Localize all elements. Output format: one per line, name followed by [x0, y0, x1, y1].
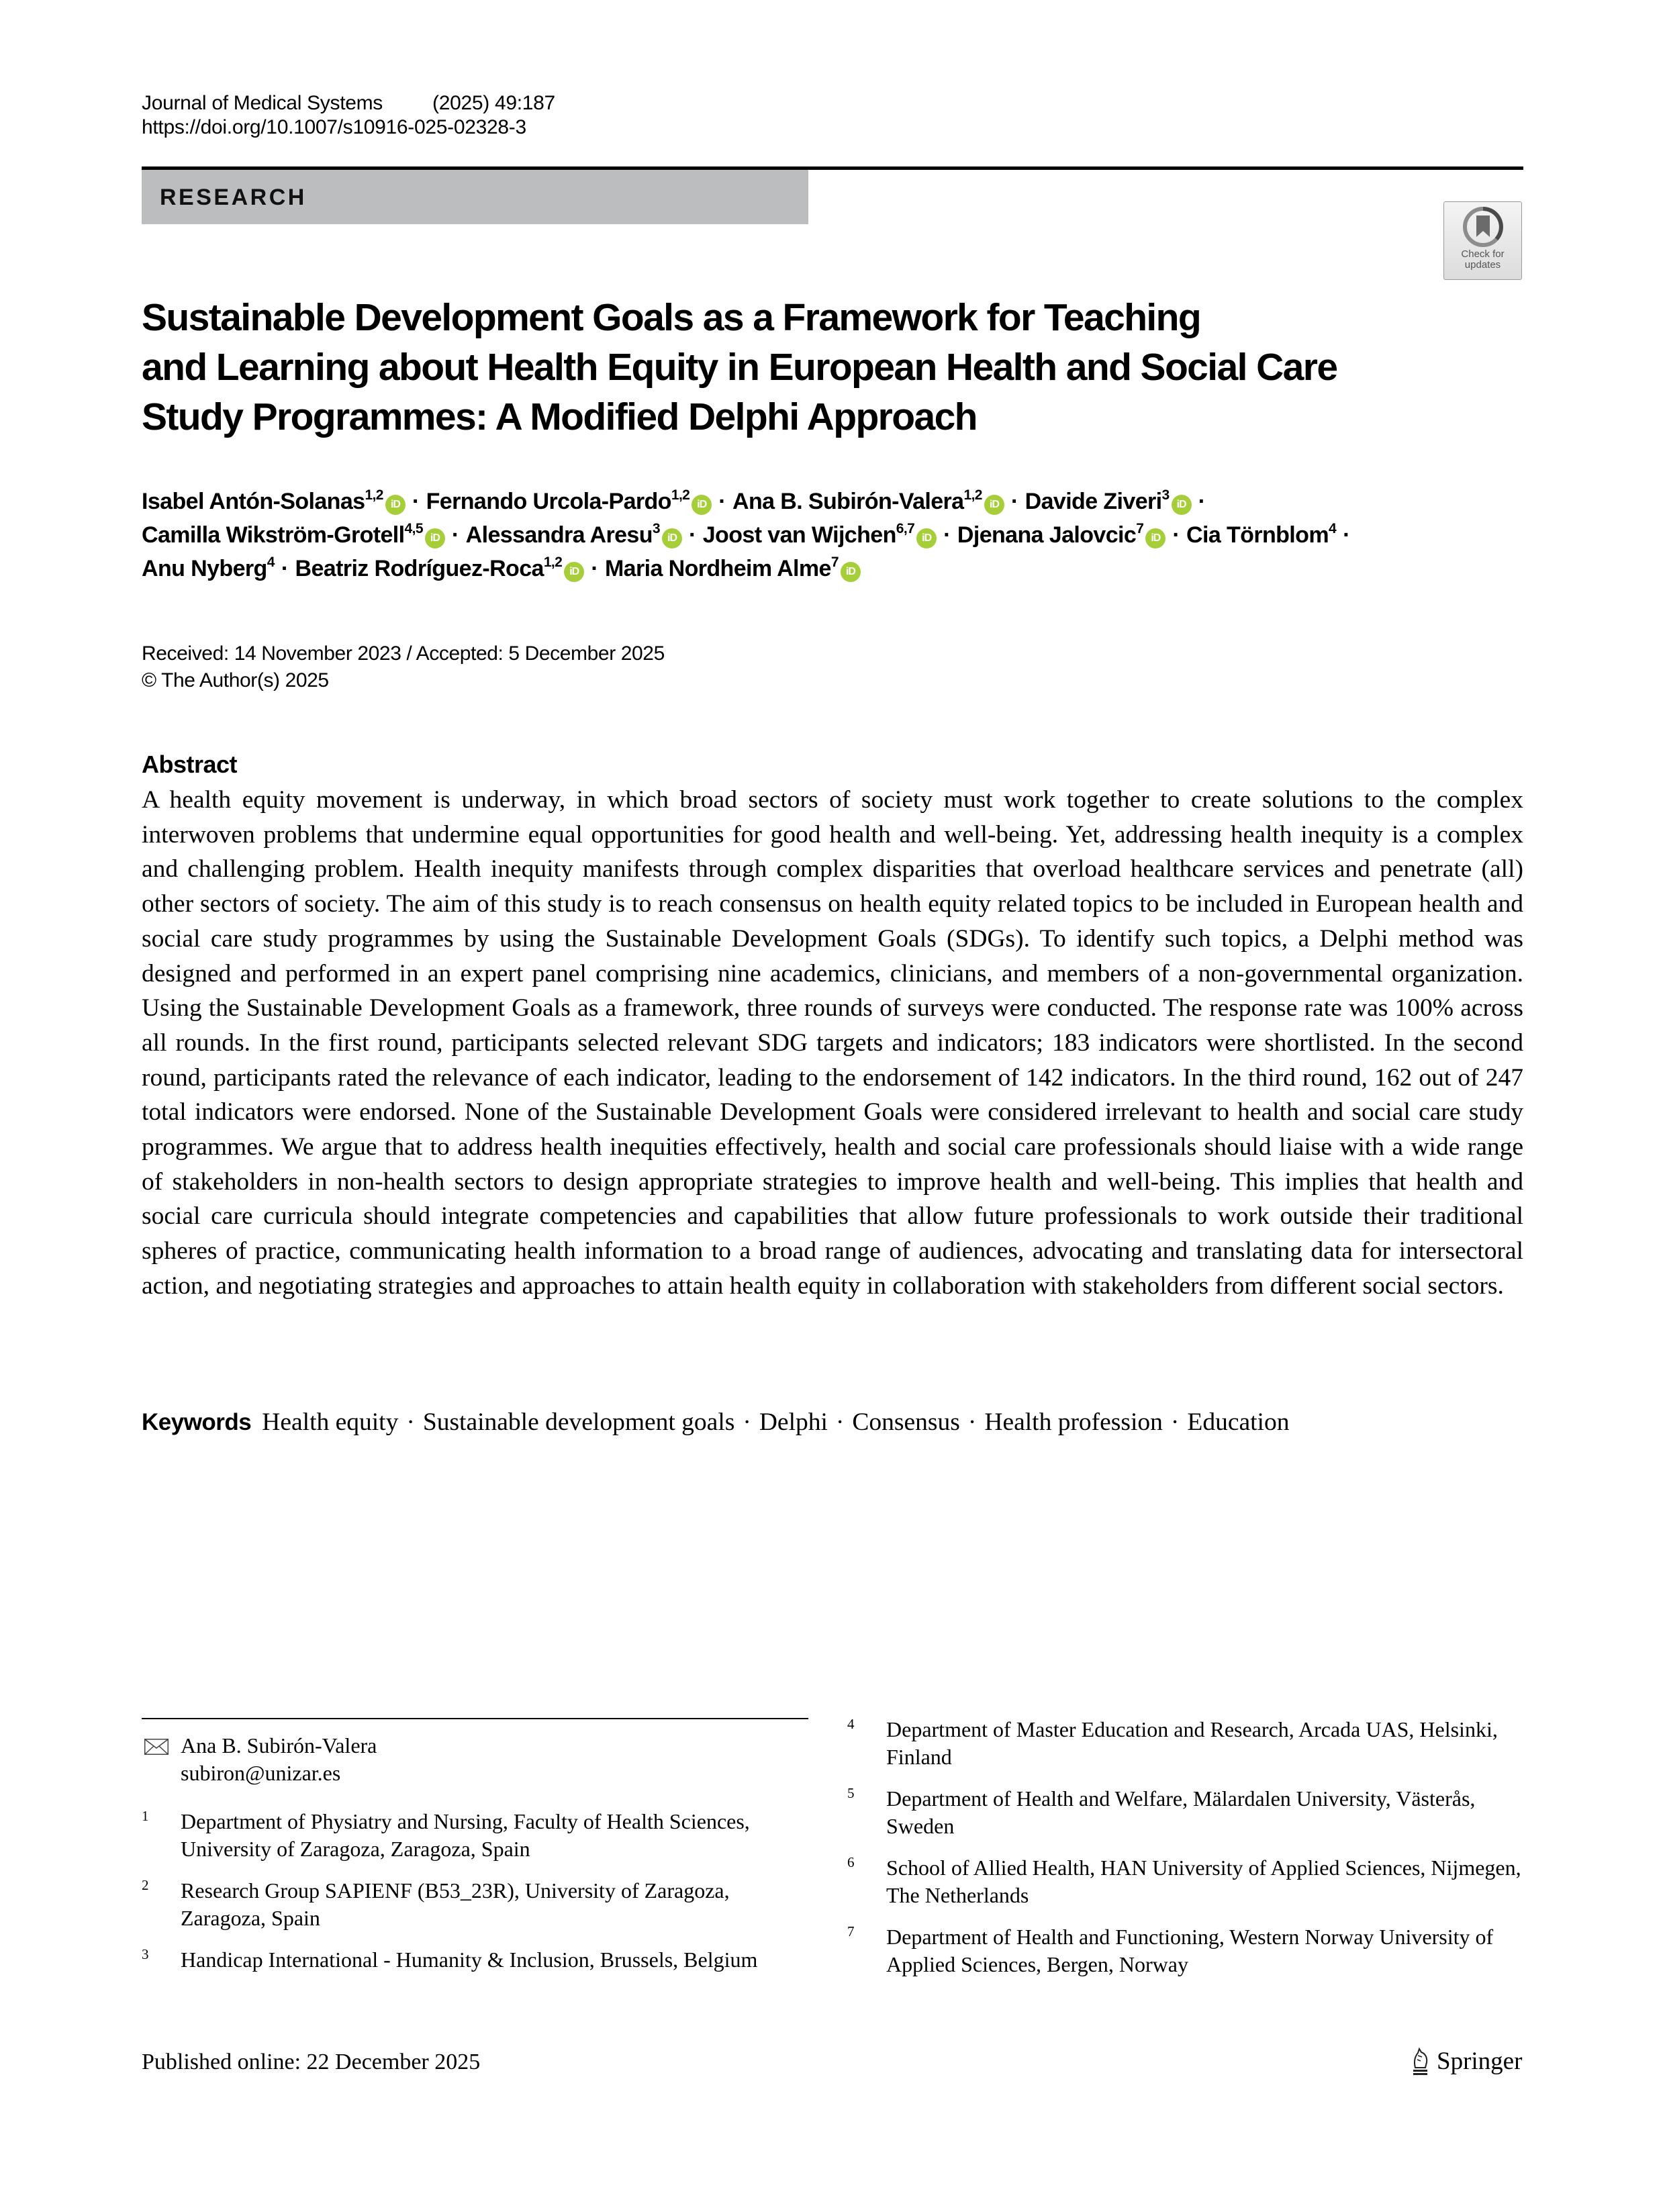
footnotes-right-column [847, 1716, 1525, 1992]
affiliation: 5 Department of Health and Welfare, Mälardalen University, Västerås, Sweden [847, 1785, 1476, 1838]
springer-horse-logo-icon [1410, 2046, 1430, 2076]
orcid-icon[interactable]: iD [1172, 495, 1192, 515]
affiliation: 7 Department of Health and Functioning, Western Norway University of Applied Sciences, Bergen, Norway [847, 1923, 1494, 1976]
orcid-icon[interactable]: iD [692, 495, 712, 515]
keyword: Sustainable development goals [422, 1408, 735, 1436]
article-type-label: RESEARCH [160, 185, 307, 210]
orcid-icon[interactable]: iD [1145, 528, 1166, 548]
author[interactable]: Camilla Wikström-Grotell$^{4,5}$ [142, 521, 423, 548]
doi-link[interactable]: https://doi.org/10.1007/s10916-025-02328-3 [142, 116, 526, 138]
affiliation: 1 Department of Physiatry and Nursing, Faculty of Health Sciences, University of Zaragoza, Zaragoza, Spain [142, 1808, 750, 1861]
keyword: Consensus [852, 1408, 960, 1436]
abstract-heading: Abstract [142, 751, 238, 778]
running-header [142, 91, 555, 140]
title-line: Study Programmes: A Modified Delphi Approach [142, 395, 977, 438]
check-for-updates-label: Check for updates [1461, 248, 1505, 271]
orcid-icon[interactable]: iD [841, 562, 861, 582]
orcid-icon[interactable]: iD [385, 495, 406, 515]
publisher-name: Springer [1437, 2047, 1523, 2075]
keywords: Keywords Health equity · Sustainable development goals · Delphi · Consensus · Health profession · Education [142, 1408, 1290, 1436]
footnotes-left-column [142, 1732, 813, 1988]
author[interactable]: Beatriz Rodríguez-Roca$^{1,2}$ [295, 555, 563, 581]
copyright-notice: © The Author(s) 2025 [142, 669, 329, 691]
received-accepted-dates: Received: 14 November 2023 / Accepted: 5 December 2025 [142, 642, 665, 665]
author[interactable]: Isabel Antón-Solanas$^{1,2}$ [142, 487, 383, 514]
article-type-bar [142, 170, 808, 224]
corresponding-author [142, 1732, 813, 1787]
author[interactable]: Davide Ziveri$^3$ [1025, 487, 1170, 514]
affiliation: 4 Department of Master Education and Research, Arcada UAS, Helsinki, Finland [847, 1716, 1498, 1769]
author[interactable]: Anu Nyberg$^4$ [142, 555, 275, 581]
author[interactable]: Djenana Jalovcic$^7$ [957, 521, 1144, 548]
footnote-rule [142, 1718, 808, 1719]
bookmark-ribbon-icon [1462, 206, 1504, 248]
affiliation: 3 Handicap International - Humanity & Inclusion, Brussels, Belgium [142, 1946, 758, 1972]
title-line: Sustainable Development Goals as a Framework for Teaching [142, 296, 1201, 339]
journal-name: Journal of Medical Systems [142, 92, 383, 114]
publisher-logo [1410, 2046, 1522, 2076]
keywords-label: Keywords [142, 1409, 252, 1435]
orcid-icon[interactable]: iD [662, 528, 682, 548]
orcid-icon[interactable]: iD [564, 562, 584, 582]
author[interactable]: Ana B. Subirón-Valera$^{1,2}$ [732, 487, 982, 514]
abstract-text: A health equity movement is underway, in which broad sectors of society must work together to create solutions to the complex interwoven problems that undermine equal opportunities for good health and well-being. Yet, addressing health inequity is a complex and challenging problem. Health inequity manifests through complex disparities that overload healthcare services and penetrate (all) other sectors of society. The aim of this study is to reach consensus on health equity related topics to be included in European health and social care study programmes by using the Sustainable Development Goals (SDGs). To identify such topics, a Delphi method was designed and performed in an expert panel comprising nine academics, clinicians, and members of a non-governmental organization. Using the Sustainable Development Goals as a framework, three rounds of surveys were conducted. The response rate was 100% across all rounds. In the first round, participants selected relevant SDG targets and indicators; 183 indicators were shortlisted. In the second round, participants rated the relevance of each indicator, leading to the endorsement of 142 indicators. In the third round, 162 out of 247 total indicators were endorsed. None of the Sustainable Development Goals were considered irrelevant to health and social care study programmes. We argue that to address health inequities effectively, health and social care professionals should liaise with a wide range of stakeholders in non-health sectors to design appropriate strategies to improve health and well-being. This implies that health and social care curricula should integrate competencies and capabilities that allow future professionals to work outside their traditional spheres of practice, communicating health information to a broad range of audiences, advocating and translating data for intersectoral action, and negotiating strategies and approaches to attain health equity in collaboration with stakeholders from different social sectors. [142, 786, 1523, 1300]
author[interactable]: Fernando Urcola-Pardo$^{1,2}$ [426, 487, 690, 514]
orcid-icon[interactable]: iD [916, 528, 937, 548]
journal-citation-row [142, 91, 555, 115]
author[interactable]: Joost van Wijchen$^{6,7}$ [702, 521, 915, 548]
title-line: and Learning about Health Equity in European Health and Social Care [142, 346, 1337, 389]
citation: (2025) 49:187 [432, 92, 555, 114]
author[interactable]: Alessandra Aresu$^3$ [465, 521, 661, 548]
published-online-date: Published online: 22 December 2025 [142, 2050, 481, 2074]
orcid-icon[interactable]: iD [984, 495, 1004, 515]
keyword: Health equity [262, 1408, 399, 1436]
article-dates [142, 640, 665, 694]
author-list: Isabel Antón-Solanas$^{1,2}$iD · Fernando Urcola-Pardo$^{1,2}$iD · Ana B. Subirón-Valera$^{1,2}$iD · Davide Ziveri$^3$iD · Camilla Wikström-Grotell$^{4,5}$iD · Alessandra Aresu$^3$iD · Joost van Wijchen$^{6,7}$iD · Djenana Jalovcic$^7$iD · Cia Törnblom$^4$ · Anu Nyberg$^4$ · Beatriz Rodríguez-Roca$^{1,2}$iD · Maria Nordheim Alme$^7$iD [142, 487, 1350, 581]
affiliation: 2 Research Group SAPIENF (B53_23R), University of Zaragoza, Zaragoza, Spain [142, 1877, 730, 1930]
corresponding-author-name: Ana B. Subirón-Valera [181, 1733, 377, 1758]
keyword: Education [1187, 1408, 1290, 1436]
envelope-icon [144, 1739, 169, 1755]
keyword: Delphi [759, 1408, 828, 1436]
author[interactable]: Cia Törnblom$^4$ [1186, 521, 1337, 548]
orcid-icon[interactable]: iD [425, 528, 445, 548]
author[interactable]: Maria Nordheim Alme$^7$ [604, 555, 839, 581]
check-for-updates-button[interactable] [1443, 201, 1522, 280]
corresponding-author-email[interactable]: subiron@unizar.es [181, 1761, 341, 1785]
article-title [142, 293, 1417, 442]
affiliation: 6 School of Allied Health, HAN University of Applied Sciences, Nijmegen, The Netherlands [847, 1854, 1521, 1907]
keyword: Health profession [984, 1408, 1163, 1436]
